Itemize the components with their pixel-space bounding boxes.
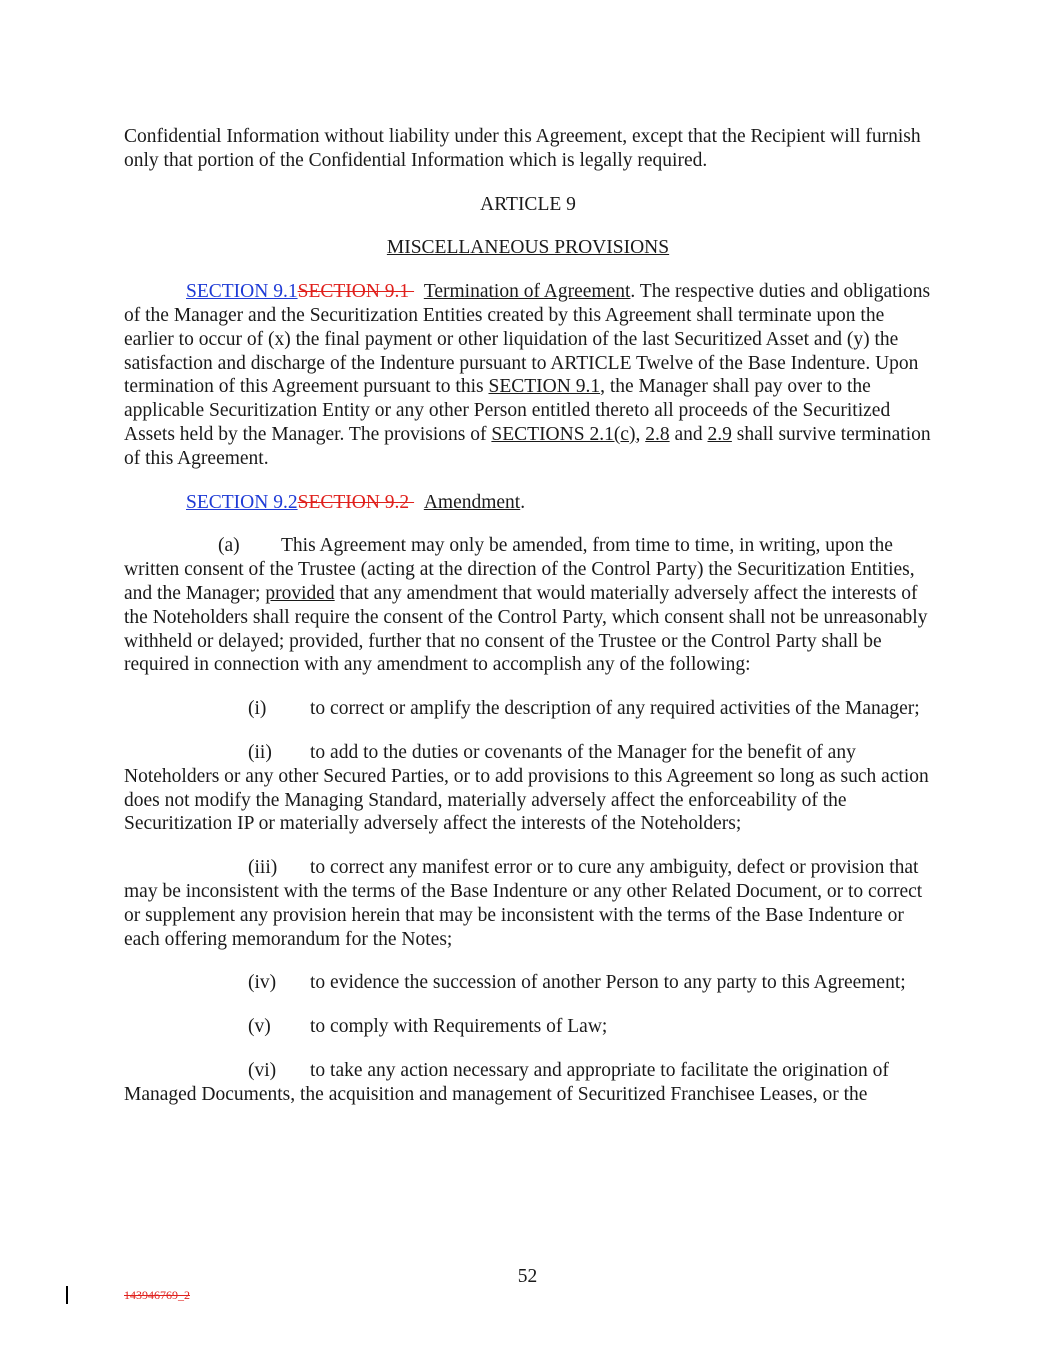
section-9-1-heading: Termination of Agreement	[423, 281, 631, 303]
section-9-2-heading-period: .	[520, 491, 526, 513]
section-9-2-inserted-ref[interactable]: SECTION 9.2	[186, 491, 298, 513]
provided-term: provided	[265, 582, 335, 604]
subclause-text: to correct any manifest error or to cure any ambiguity, defect or provision that may be inconsistent with the terms of the Base Indenture or any other Related Document, or to correct or supplement any provision herein that may be inconsistent with the terms of the Base Indenture or each offering memorandum for the Notes;	[124, 857, 923, 950]
section-2-9-ref[interactable]: 2.9	[707, 423, 732, 445]
subclause-text: to correct or amplify the description of any required activities of the Manager;	[310, 698, 920, 720]
subclause-text: to add to the duties or covenants of the Manager for the benefit of any Noteholders or any other Secured Parties, or to add provisions to this Agreement so long as such action does not modify the Managing Standard, materially adversely affect the enforceability of the Securitization IP or materially adversely affect the interests of the Noteholders;	[124, 741, 929, 835]
section-9-1-inserted-ref[interactable]: SECTION 9.1	[186, 281, 298, 303]
subclause-text: to evidence the succession of another Person to any party to this Agreement;	[310, 972, 906, 994]
section-9-2-heading-paragraph	[124, 491, 932, 515]
subclause-label: (iii)	[248, 857, 278, 879]
clause-a-text-2: that any amendment that would materially adversely affect the interests of the Noteholders shall require the consent of the Control Party, which consent shall not be unreasonably withheld or delayed; provided, further that no consent of the Trustee or the Control Party shall be required in connection with any amendment to accomplish any of the following:	[124, 582, 928, 676]
article-title	[124, 236, 932, 260]
page-number: 52	[517, 1266, 538, 1287]
section-9-1-body-1: The respective duties and obligations of the Manager and the Securitization Entities created by this Agreement shall terminate upon the earlier to occur of (x) the final payment or other liquidation of the last Securitized Asset and (y) the satisfaction and discharge of the Indenture pursuant to ARTICLE Twelve of the Base Indenture. Upon termination of this Agreement pursuant to this	[124, 281, 931, 398]
article-title-text: MISCELLANEOUS PROVISIONS	[386, 237, 670, 259]
subclause-label: (i)	[248, 698, 267, 720]
clause-a-label: (a)	[218, 535, 240, 557]
subclause-text: to comply with Requirements of Law;	[310, 1016, 608, 1038]
subclause-label: (vi)	[248, 1059, 277, 1081]
document-id: 143946769_2	[124, 1288, 190, 1302]
section-9-2-heading: Amendment	[423, 491, 521, 513]
subclause-ii	[124, 741, 932, 836]
section-9-1-deleted-ref: SECTION 9.1	[297, 281, 415, 303]
document-page	[124, 125, 932, 1107]
subclause-text: to take any action necessary and appropriate to facilitate the origination of Managed Documents, the acquisition and management of Securitized Franchisee Leases, or the	[124, 1059, 889, 1105]
subclause-label: (iv)	[248, 972, 277, 994]
subclause-i	[124, 697, 932, 721]
intro-paragraph: Confidential Information without liability under this Agreement, except that the Recipient will furnish only that portion of the Confidential Information which is legally required.	[124, 126, 921, 171]
section-9-1-body-3: shall survive termination of this Agreement.	[124, 423, 931, 469]
subclause-label: (v)	[248, 1016, 271, 1038]
clause-a-text-1: This Agreement may only be amended, from time to time, in writing, upon the written consent of the Trustee (acting at the direction of the Control Party) the Securitization Entities, and the Manager;	[124, 535, 915, 604]
section-9-1-heading-period: .	[630, 281, 636, 303]
section-9-1-body-2: , the Manager shall pay over to the applicable Securitization Entity or any other Person entitled thereto all proceeds of the Securitized Assets held by the Manager. The provisions of	[124, 376, 891, 445]
section-9-1-paragraph	[124, 280, 932, 470]
subclause-iv	[124, 971, 932, 995]
clause-a-paragraph	[124, 534, 932, 677]
section-9-1-cross-ref[interactable]: SECTION 9.1	[488, 376, 601, 398]
article-number: ARTICLE 9	[480, 193, 576, 215]
subclause-label: (ii)	[248, 741, 272, 763]
comma-separator: ,	[635, 423, 646, 445]
subclause-v	[124, 1015, 932, 1039]
sections-2-1-c-ref[interactable]: SECTIONS 2.1(c)	[491, 423, 636, 445]
subclause-iii	[124, 856, 932, 951]
section-9-2-deleted-ref: SECTION 9.2	[297, 491, 415, 513]
and-separator: and	[669, 423, 708, 445]
section-2-8-ref[interactable]: 2.8	[645, 423, 670, 445]
change-bar	[66, 1286, 68, 1304]
subclause-vi	[124, 1059, 932, 1107]
